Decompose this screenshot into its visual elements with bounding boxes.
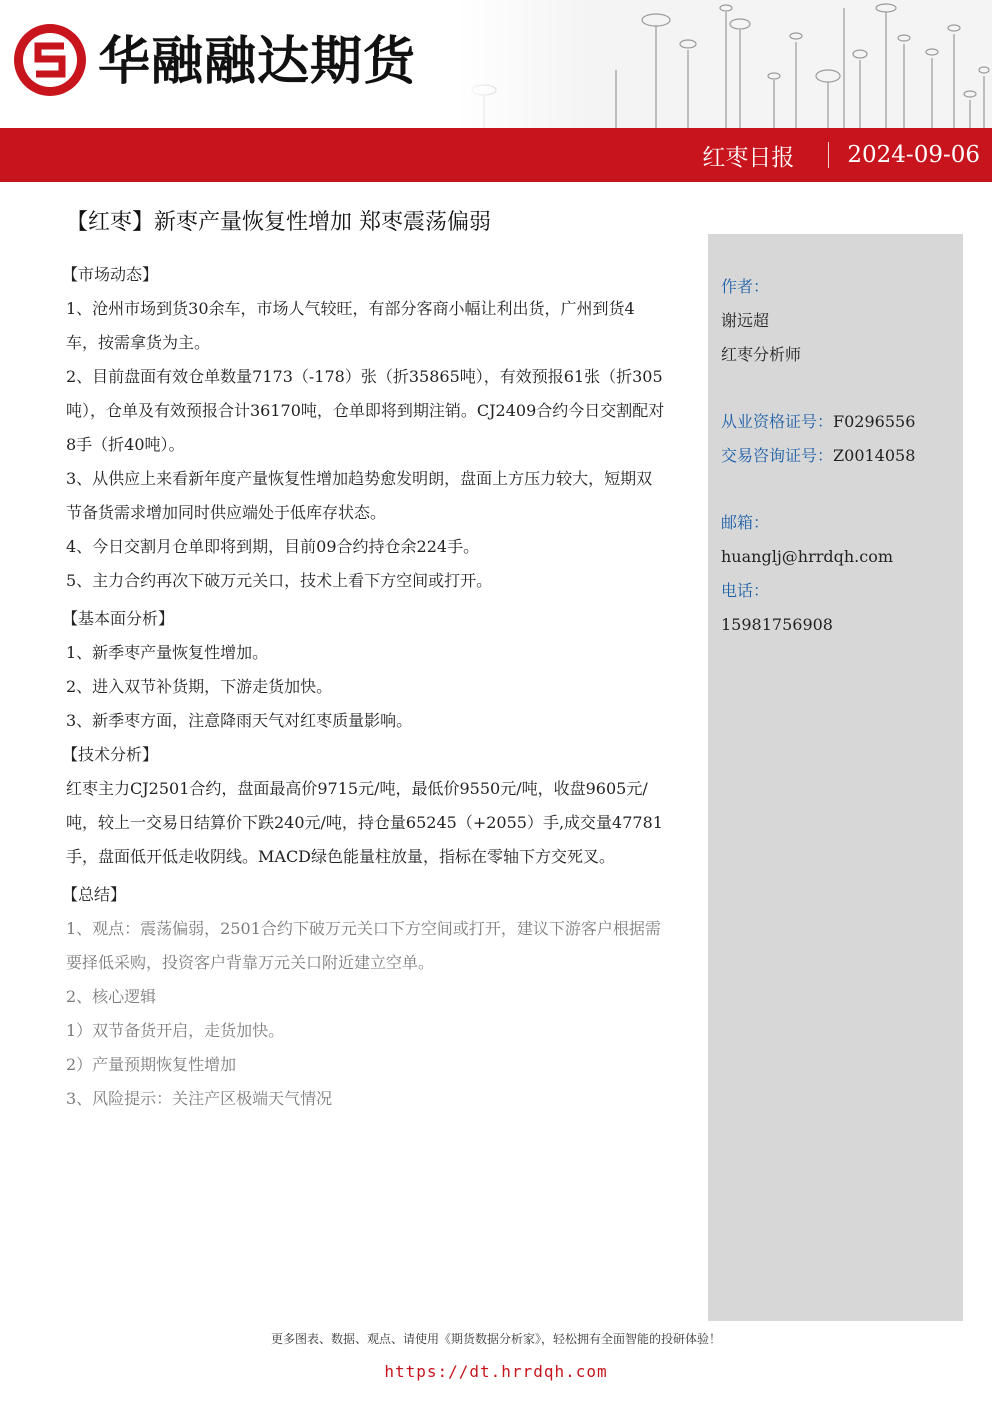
page-title: 【红枣】新枣产量恢复性增加 郑枣震荡偏弱 [66,210,491,235]
license-value: F0296556 [833,412,916,431]
consult-value: Z0014058 [833,446,916,465]
fundamental-item: 1、新季枣产量恢复性增加。 [66,643,269,662]
email-label: 邮箱： [721,513,770,532]
analyst-sidebar [708,234,963,1321]
market-item: 4、今日交割月仓单即将到期，目前09合约持仓余224手。 [66,537,480,556]
email-value[interactable]: huanglj@hrrdqh.com [721,547,894,566]
phone-label: 电话： [721,581,770,600]
license-label: 从业资格证号： [721,412,834,431]
author-title: 红枣分析师 [721,345,802,364]
market-heading: 【市场动态】 [62,265,159,284]
brand-name: 华融融达期货 [98,32,417,92]
fundamental-item: 2、进入双节补货期，下游走货加快。 [66,677,333,696]
report-date: 2024-09-06 [847,142,980,168]
summary-item: 2、核心逻辑 [66,987,157,1006]
company-logo-icon [12,22,88,98]
footer-url-link[interactable]: https://dt.hrrdqh.com [384,1362,608,1381]
author-name: 谢远超 [721,311,770,330]
technical-text: 红枣主力CJ2501合约，盘面最高价9715元/吨，最低价9550元/吨，收盘9605元/吨，较上一交易日结算价下跌240元/吨，持仓量65245（+2055）手,成交量47781手，盘面低开低走收阴线。MACD绿色能量柱放量，指标在零轴下方交死叉。 [66,779,663,866]
market-item: 1、沧州市场到货30余车，市场人气较旺，有部分客商小幅让利出货，广州到货4车，按需拿货为主。 [66,299,635,352]
author-label: 作者： [721,277,770,296]
fundamental-item: 3、新季枣方面，注意降雨天气对红枣质量影响。 [66,711,413,730]
market-item: 3、从供应上来看新年度产量恢复性增加趋势愈发明朗，盘面上方压力较大，短期双节备货需求增加同时供应端处于低库存状态。 [66,469,653,522]
report-header [0,0,992,128]
decorative-pins-graphic [456,0,992,128]
market-item: 2、目前盘面有效仓单数量7173（-178）张（折35865吨），有效预报61张（折305吨），仓单及有效预报合计36170吨，仓单即将到期注销。CJ2409合约今日交割配对8手（折40吨）。 [66,367,665,454]
summary-item: 2）产量预期恢复性增加 [66,1055,237,1074]
report-banner [0,128,992,182]
report-type: 红枣日报 [702,144,795,171]
market-item: 5、主力合约再次下破万元关口，技术上看下方空间或打开。 [66,571,493,590]
technical-heading: 【技术分析】 [62,745,159,764]
phone-value: 15981756908 [721,615,833,634]
banner-divider [828,142,829,168]
report-body [62,258,666,1116]
footer-promo: 更多图表、数据、观点、请使用《期货数据分析家》，轻松拥有全面智能的投研体验！ [270,1332,721,1346]
summary-item: 1、观点：震荡偏弱，2501合约下破万元关口下方空间或打开，建议下游客户根据需要择低采购，投资客户背靠万元关口附近建立空单。 [66,919,661,972]
consult-label: 交易咨询证号： [721,446,834,465]
summary-item: 3、风险提示：关注产区极端天气情况 [66,1089,333,1108]
summary-heading: 【总结】 [62,885,127,904]
summary-item: 1）双节备货开启，走货加快。 [66,1021,285,1040]
fundamental-heading: 【基本面分析】 [62,609,175,628]
